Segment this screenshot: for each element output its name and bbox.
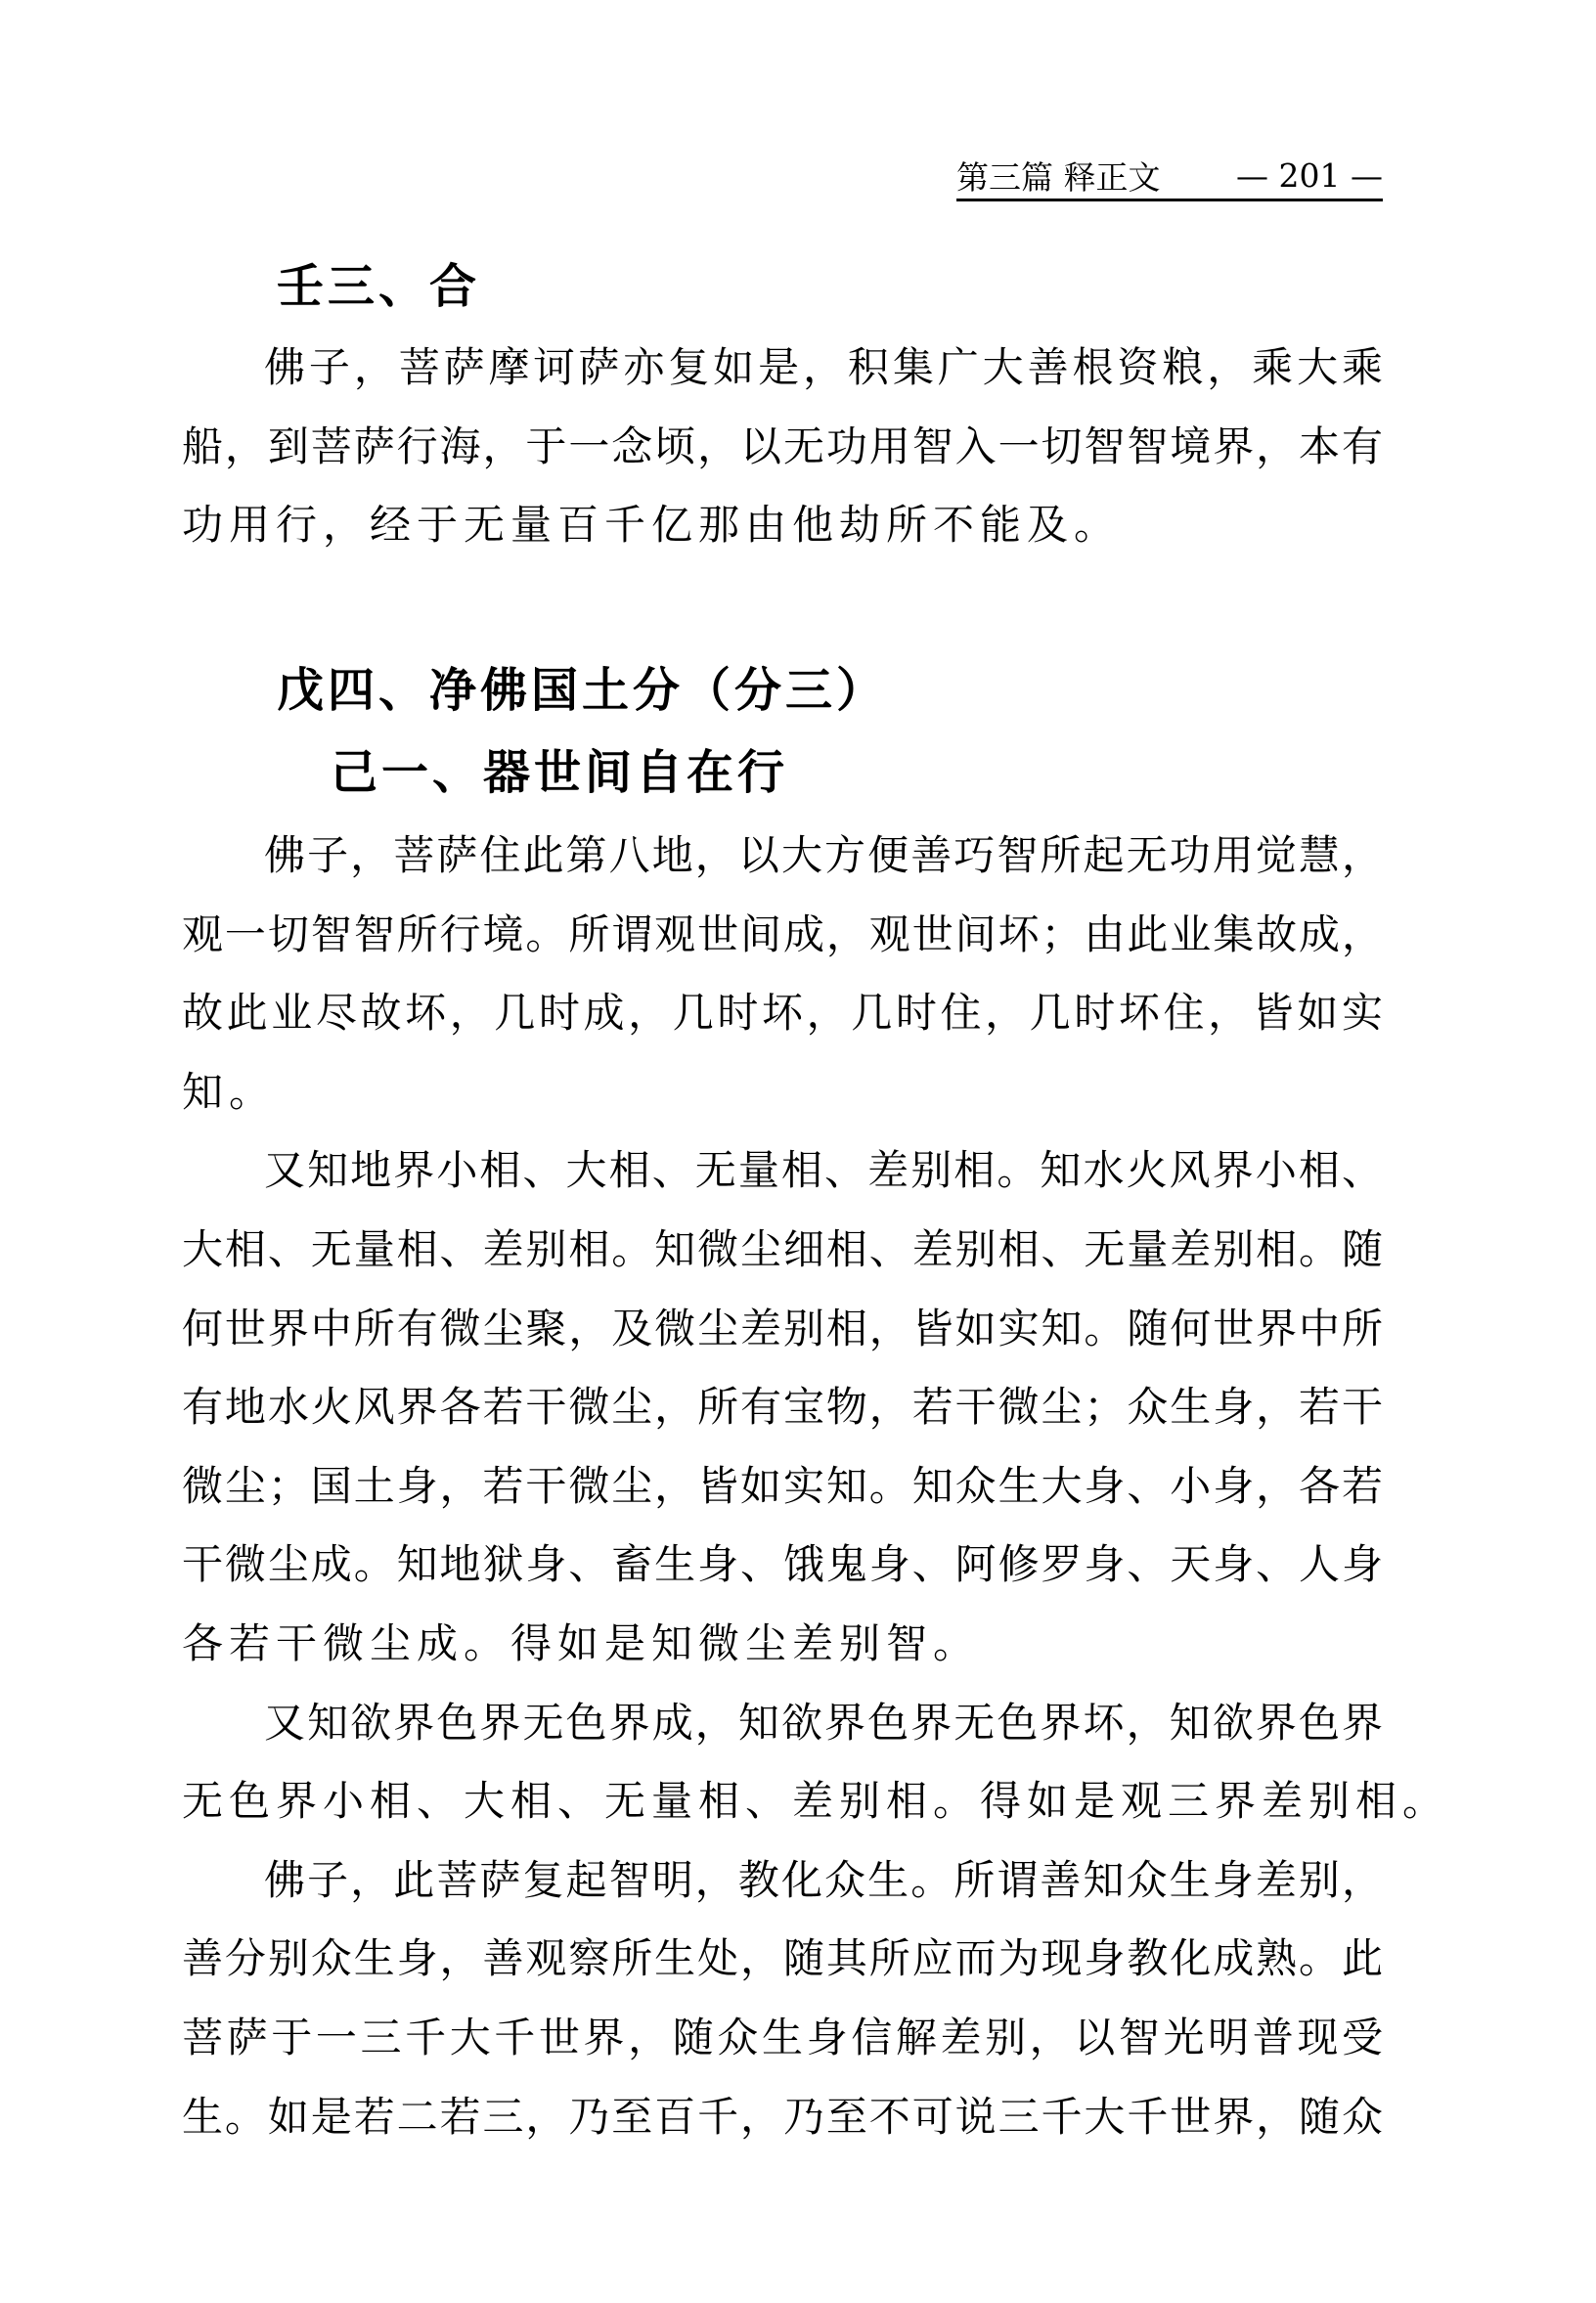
text-line: 无色界小相、大相、无量相、差别相。得如是观三界差别相。 xyxy=(182,1777,1450,1826)
section-heading-ren-san: 壬三、合 xyxy=(277,259,481,314)
text-line: 大相、无量相、差别相。知微尘细相、差别相、无量差别相。随 xyxy=(182,1224,1383,1273)
text-line: 船，到菩萨行海，于一念顷，以无功用智入一切智智境界，本有 xyxy=(182,421,1383,470)
text-line: 何世界中所有微尘聚，及微尘差别相，皆如实知。随何世界中所 xyxy=(182,1304,1383,1352)
text-line: 微尘；国土身，若干微尘，皆如实知。知众生大身、小身，各若 xyxy=(182,1461,1383,1510)
text-line: 善分别众生身，善观察所生处，随其所应而为现身教化成熟。此 xyxy=(182,1934,1383,1983)
text-line: 知。 xyxy=(182,1067,277,1116)
text-line: 功用行，经于无量百千亿那由他劫所不能及。 xyxy=(182,501,1122,550)
section-heading-wu-si: 戊四、净佛国土分（分三） xyxy=(277,663,888,718)
text-line: 有地水火风界各若干微尘，所有宝物，若干微尘；众生身，若干 xyxy=(182,1383,1383,1432)
text-line: 又知地界小相、大相、无量相、差别相。知水火风界小相、 xyxy=(264,1146,1383,1195)
text-line: 菩萨于一三千大千世界，随众生身信解差别，以智光明普现受 xyxy=(182,2013,1383,2061)
paragraph xyxy=(182,1841,1383,2156)
main-text xyxy=(182,817,1450,2156)
paragraph-1 xyxy=(182,329,1383,565)
chapter-title: 第三篇 释正文 xyxy=(956,157,1161,197)
paragraph xyxy=(182,1131,1383,1683)
paragraph xyxy=(182,329,1383,565)
text-line: 故此业尽故坏，几时成，几时坏，几时住，几时坏住，皆如实 xyxy=(182,989,1383,1038)
text-line: 又知欲界色界无色界成，知欲界色界无色界坏，知欲界色界 xyxy=(264,1698,1383,1747)
page-number: — 201 — xyxy=(1236,155,1383,195)
subsection-heading-ji-yi: 己一、器世间自在行 xyxy=(331,745,789,800)
text-line: 佛子，菩萨住此第八地，以大方便善巧智所起无功用觉慧， xyxy=(264,831,1383,879)
text-line: 各若干微尘成。得如是知微尘差别智。 xyxy=(182,1618,981,1667)
text-line: 佛子，菩萨摩诃萨亦复如是，积集广大善根资粮，乘大乘 xyxy=(264,343,1383,391)
paragraph xyxy=(182,1684,1450,1841)
text-line: 佛子，此菩萨复起智明，教化众生。所谓善知众生身差别， xyxy=(264,1855,1383,1904)
text-line: 干微尘成。知地狱身、畜生身、饿鬼身、阿修罗身、天身、人身 xyxy=(182,1540,1383,1589)
text-line: 观一切智智所行境。所谓观世间成，观世间坏；由此业集故成， xyxy=(182,909,1383,958)
paragraph xyxy=(182,817,1383,1131)
running-header xyxy=(956,152,1383,201)
text-line: 生。如是若二若三，乃至百千，乃至不可说三千大千世界，随众 xyxy=(182,2092,1383,2141)
